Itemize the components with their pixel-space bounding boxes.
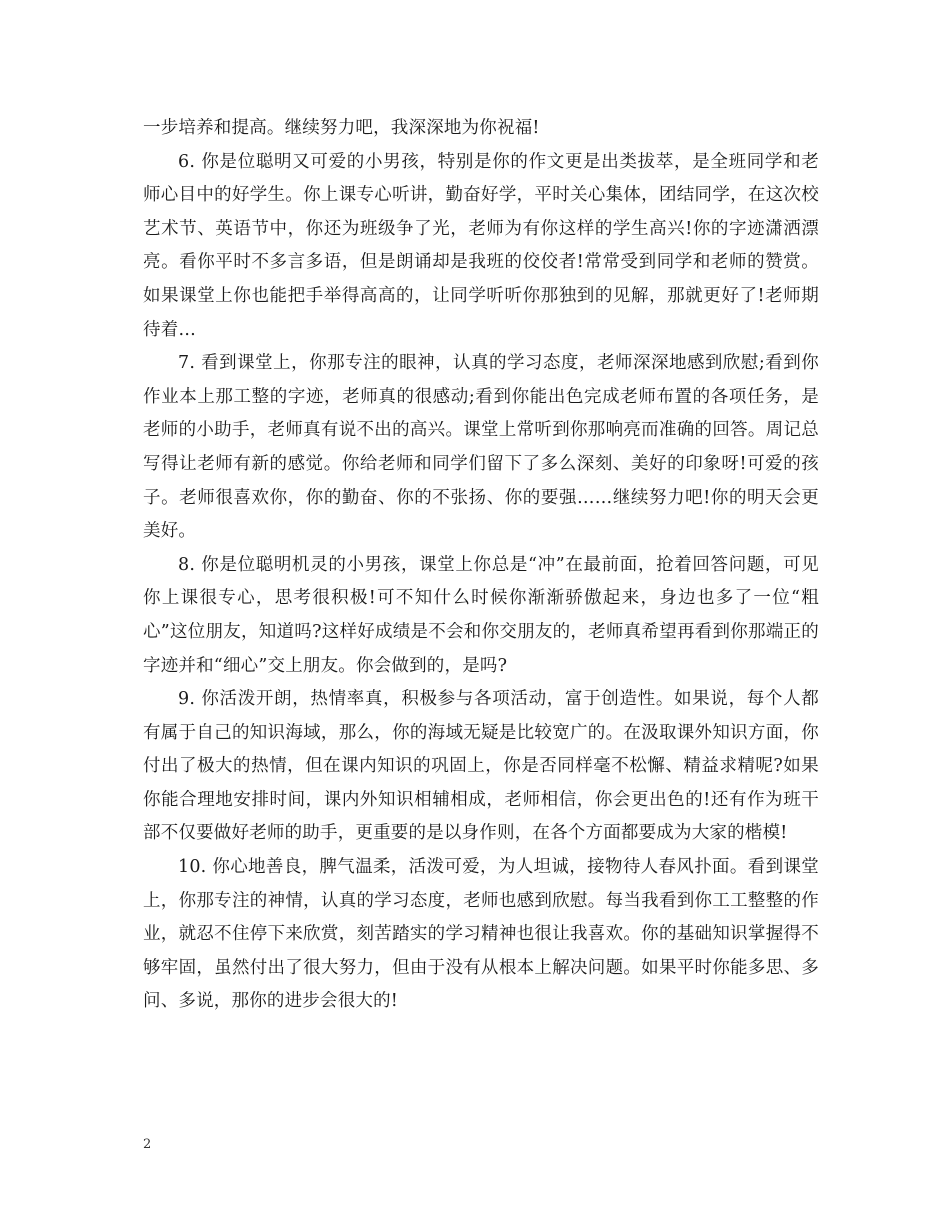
paragraph-item-10: 10. 你心地善良，脾气温柔，活泼可爱，为人坦诚，接物待人春风扑面。看到课堂上，你那专注的神情，认真的学习态度，老师也感到欣慰。每当我看到你工工整整的作业，就忍不住停下来欣赏，刻苦踏实的学习精神也很让我喜欢。你的基础知识掌握得不够牢固，虽然付出了很大努力，但由于没有从根本上解决问题。如果平时你能多思、多问、多说，那你的进步会很大的!: [143, 857, 819, 1012]
document-body: [143, 112, 819, 1019]
paragraph-item-6: 6. 你是位聪明又可爱的小男孩，特别是你的作文更是出类拔萃，是全班同学和老师心目中的好学生。你上课专心听讲，勤奋好学，平时关心集体，团结同学，在这次校艺术节、英语节中，你还为班级争了光，老师为有你这样的学生高兴!你的字迹潇洒漂亮。看你平时不多言多语，但是朗诵却是我班的佼佼者!常常受到同学和老师的赞赏。如果课堂上你也能把手举得高高的，让同学听听你那独到的见解，那就更好了!老师期待着…: [143, 151, 819, 340]
paragraph-item-7: 7. 看到课堂上，你那专注的眼神，认真的学习态度，老师深深地感到欣慰;看到你作业本上那工整的字迹，老师真的很感动;看到你能出色完成老师布置的各项任务，是老师的小助手，老师真有说不出的高兴。课堂上常听到你那响亮而准确的回答。周记总写得让老师有新的感觉。你给老师和同学们留下了多么深刻、美好的印象呀!可爱的孩子。老师很喜欢你，你的勤奋、你的不张扬、你的要强……继续努力吧!你的明天会更美好。: [143, 353, 819, 542]
paragraph-continuation: 一步培养和提高。继续努力吧，我深深地为你祝福!: [143, 118, 540, 138]
paragraph-item-8: 8. 你是位聪明机灵的小男孩，课堂上你总是“冲”在最前面，抢着回答问题，可见你上课很专心，思考很积极!可不知什么时候你渐渐骄傲起来，身边也多了一位“粗心”这位朋友，知道吗?这样好成绩是不会和你交朋友的，老师真希望再看到你那端正的字迹并和“细心”交上朋友。你会做到的，是吗?: [143, 554, 819, 676]
paragraph-item-9: 9. 你活泼开朗，热情率真，积极参与各项活动，富于创造性。如果说，每个人都有属于自己的知识海域，那么，你的海域无疑是比较宽广的。在汲取课外知识方面，你付出了极大的热情，但在课内知识的巩固上，你是否同样毫不松懈、精益求精呢?如果你能合理地安排时间，课内外知识相辅相成，老师相信，你会更出色的!还有作为班干部不仅要做好老师的助手，更重要的是以身作则，在各个方面都要成为大家的楷模!: [143, 689, 819, 844]
page-number: 2: [143, 1137, 152, 1152]
